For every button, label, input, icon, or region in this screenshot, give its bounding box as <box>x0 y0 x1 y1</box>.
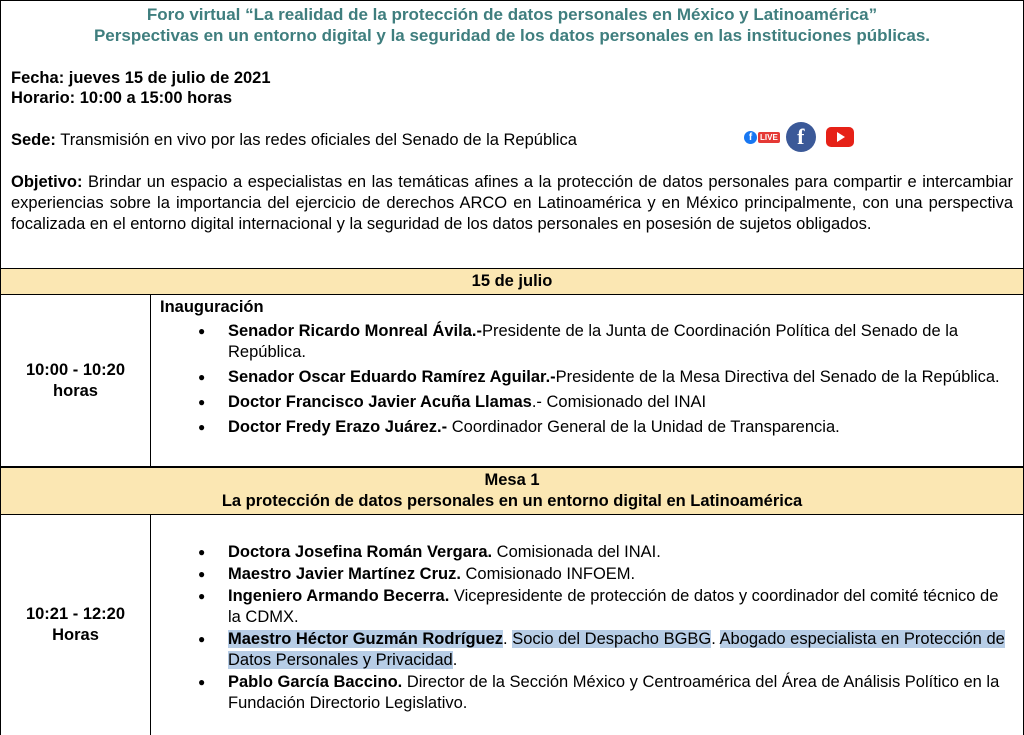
session-1-speaker-list <box>160 321 1011 438</box>
speaker-name: Doctor Francisco Javier Acuña Llamas <box>228 393 532 411</box>
speaker-name: Maestro Javier Martínez Cruz. <box>228 565 461 583</box>
session-1-time <box>1 295 151 466</box>
list-item <box>160 586 1011 628</box>
objetivo-paragraph <box>11 172 1013 235</box>
list-item <box>160 417 1011 438</box>
sede-value: Transmisión en vivo por las redes oficiales del Senado de la República <box>55 131 577 149</box>
speaker-role: .- Comisionado del INAI <box>531 393 707 411</box>
speaker-role-sep: . <box>452 651 458 669</box>
speaker-role: Comisionada del INAI. <box>492 543 661 561</box>
facebook-icon[interactable]: f <box>786 122 816 152</box>
horario-value: 10:00 a 15:00 horas <box>75 89 233 107</box>
youtube-icon[interactable] <box>826 127 854 147</box>
title-line-2: Perspectivas en un entorno digital y la seguridad de los datos personales en las instituciones públicas. <box>93 26 931 45</box>
speaker-role-sep: . <box>711 630 720 648</box>
speaker-name: Senador Ricardo Monreal Ávila.- <box>228 322 482 340</box>
speaker-name: Senador Oscar Eduardo Ramírez Aguilar.- <box>228 368 556 386</box>
speaker-role: Presidente de la Junta de Coordinación Política del Senado de la República. <box>228 322 959 361</box>
session-2-time-range: 10:21 - 12:20 <box>25 605 126 623</box>
sede-row <box>11 124 1013 150</box>
speaker-role-sep: . <box>503 630 513 648</box>
speaker-role: Comisionado INFOEM. <box>460 565 636 583</box>
list-item <box>160 542 1011 563</box>
facebook-small-icon: f <box>744 131 757 144</box>
fecha-row <box>11 68 1013 88</box>
social-icons <box>744 122 854 152</box>
facebook-live-icon[interactable] <box>744 131 780 144</box>
list-item <box>160 367 1011 388</box>
sede-label: Sede: <box>11 131 56 149</box>
speaker-name: Ingeniero Armando Becerra. <box>228 587 450 605</box>
session-inauguracion <box>0 295 1024 467</box>
list-item <box>160 392 1011 413</box>
session-1-time-unit: horas <box>53 381 98 400</box>
session-2-time-unit: Horas <box>52 626 99 644</box>
session-1-heading: Inauguración <box>160 298 264 316</box>
speaker-role: Presidente de la Mesa Directiva del Senado de la República. <box>555 368 1000 386</box>
speaker-name: Doctor Fredy Erazo Juárez.- <box>228 418 448 436</box>
session-mesa-1 <box>0 515 1024 735</box>
fecha-value: : jueves 15 de julio de 2021 <box>58 69 271 87</box>
horario-label: Horario: <box>11 89 76 107</box>
session-2-content <box>151 515 1023 735</box>
title-line-1: Foro virtual “La realidad de la protección de datos personales en México y Latinoamérica” <box>146 5 878 24</box>
session-1-content <box>151 295 1023 466</box>
mesa-1-label: Mesa 1 <box>484 471 540 489</box>
speaker-role-highlighted: Abogado especialista en Protección de Datos Personales y Privacidad <box>228 630 1005 669</box>
objetivo-text: Brindar un espacio a especialistas en las temáticas afines a la protección de datos personales para compartir e intercambiar experiencias sobre la importancia del ejercicio de derechos ARCO en Latinoamérica y en México principalmente, con una perspectiva focalizada en el entorno digital internacional y la seguridad de los datos personales en posesión de sujetos obligados. <box>11 173 1013 233</box>
speaker-name: Doctora Josefina Román Vergara. <box>228 543 493 561</box>
event-info <box>1 68 1023 235</box>
list-item <box>160 564 1011 585</box>
horario-row <box>11 88 1013 108</box>
speaker-role-highlighted: Socio del Despacho BGBG <box>512 630 712 648</box>
speaker-role: Vicepresidente de protección de datos y coordinador del comité técnico de la CDMX. <box>228 587 999 626</box>
live-badge: LIVE <box>760 132 778 142</box>
mesa-1-title: La protección de datos personales en un entorno digital en Latinoamérica <box>221 492 803 510</box>
speaker-name-highlighted: Maestro Héctor Guzmán Rodríguez <box>228 630 504 648</box>
day-band: 15 de julio <box>0 268 1024 295</box>
speaker-role: Coordinador General de la Unidad de Transparencia. <box>447 418 840 436</box>
event-header <box>0 0 1024 268</box>
session-2-speaker-list <box>160 542 1011 714</box>
speaker-role: Director de la Sección México y Centroamérica del Área de Análisis Político en la Fundación Directorio Legislativo. <box>228 673 1000 712</box>
fecha-label: Fecha <box>11 69 59 87</box>
session-2-time <box>1 515 151 735</box>
list-item <box>160 672 1011 714</box>
mesa-1-band <box>0 467 1024 515</box>
list-item <box>160 321 1011 363</box>
speaker-name: Pablo García Baccino. <box>228 673 403 691</box>
event-title <box>1 4 1023 46</box>
list-item <box>160 629 1011 671</box>
session-1-time-range: 10:00 - 10:20 <box>25 360 126 379</box>
objetivo-label: Objetivo: <box>11 173 83 191</box>
